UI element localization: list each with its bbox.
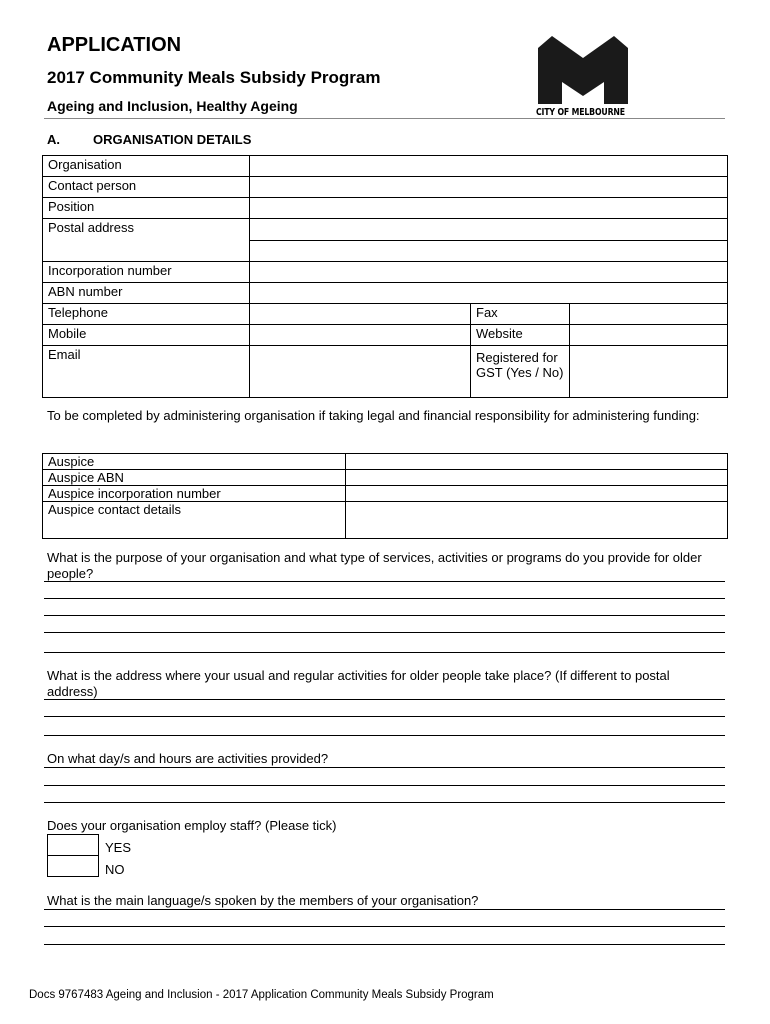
logo-text: CITY OF MELBOURNE xyxy=(536,107,625,118)
label-abn-number: ABN number xyxy=(42,282,250,304)
label-organisation: Organisation xyxy=(42,155,250,177)
label-auspice: Auspice xyxy=(42,453,346,470)
language-answer-line[interactable] xyxy=(44,909,725,910)
label-auspice-contact: Auspice contact details xyxy=(42,501,346,539)
contact-person-field[interactable] xyxy=(249,176,728,198)
no-checkbox[interactable] xyxy=(47,855,99,877)
address-answer-line[interactable] xyxy=(44,735,725,736)
no-label: NO xyxy=(105,862,125,877)
purpose-answer-line[interactable] xyxy=(44,632,725,633)
program-title: 2017 Community Meals Subsidy Program xyxy=(47,68,381,87)
telephone-field[interactable] xyxy=(249,303,471,325)
mobile-field[interactable] xyxy=(249,324,471,346)
registered-gst-field[interactable] xyxy=(569,345,728,398)
label-registered-gst: Registered for GST (Yes / No) xyxy=(470,345,570,398)
auspice-contact-field[interactable] xyxy=(345,501,728,539)
question-days-hours: On what day/s and hours are activities provided? xyxy=(47,751,329,766)
label-position: Position xyxy=(42,197,250,219)
auspice-incorporation-field[interactable] xyxy=(345,485,728,502)
label-mobile: Mobile xyxy=(42,324,250,346)
yes-label: YES xyxy=(105,840,132,855)
postal-address-field-line2[interactable] xyxy=(249,240,728,262)
days-hours-answer-line[interactable] xyxy=(44,785,725,786)
address-answer-line[interactable] xyxy=(44,699,725,700)
header-rule xyxy=(44,118,725,119)
auspice-field[interactable] xyxy=(345,453,728,470)
label-fax: Fax xyxy=(470,303,570,325)
city-of-melbourne-logo xyxy=(536,34,630,118)
department-title: Ageing and Inclusion, Healthy Ageing xyxy=(47,98,298,114)
purpose-answer-line[interactable] xyxy=(44,581,725,582)
section-title: ORGANISATION DETAILS xyxy=(93,132,252,147)
label-website: Website xyxy=(470,324,570,346)
label-email: Email xyxy=(42,345,250,398)
section-letter: A. xyxy=(47,132,60,147)
purpose-answer-line[interactable] xyxy=(44,615,725,616)
label-auspice-abn: Auspice ABN xyxy=(42,469,346,486)
fax-field[interactable] xyxy=(569,303,728,325)
question-address: What is the address where your usual and regular activities for older people take place? (If different to postal address) xyxy=(47,668,670,699)
label-contact-person: Contact person xyxy=(42,176,250,198)
abn-number-field[interactable] xyxy=(249,282,728,304)
organisation-field[interactable] xyxy=(249,155,728,177)
yes-checkbox[interactable] xyxy=(47,834,99,856)
label-telephone: Telephone xyxy=(42,303,250,325)
label-auspice-incorporation: Auspice incorporation number xyxy=(42,485,346,502)
postal-address-field-line1[interactable] xyxy=(249,218,728,241)
auspice-intro: To be completed by administering organisation if taking legal and financial responsibility for administering funding: xyxy=(47,408,700,423)
label-postal-address: Postal address xyxy=(42,218,250,262)
website-field[interactable] xyxy=(569,324,728,346)
page-title: APPLICATION xyxy=(47,34,182,56)
language-answer-line[interactable] xyxy=(44,926,725,927)
incorporation-number-field[interactable] xyxy=(249,261,728,283)
days-hours-answer-line[interactable] xyxy=(44,802,725,803)
question-purpose: What is the purpose of your organisation and what type of services, activities or programs do you provide for older people? xyxy=(47,550,702,581)
days-hours-answer-line[interactable] xyxy=(44,767,725,768)
language-answer-line[interactable] xyxy=(44,944,725,945)
label-incorporation-number: Incorporation number xyxy=(42,261,250,283)
question-employ-staff: Does your organisation employ staff? (Please tick) xyxy=(47,818,337,833)
purpose-answer-line[interactable] xyxy=(44,598,725,599)
address-answer-line[interactable] xyxy=(44,716,725,717)
auspice-abn-field[interactable] xyxy=(345,469,728,486)
question-language: What is the main language/s spoken by the members of your organisation? xyxy=(47,893,479,908)
email-field[interactable] xyxy=(249,345,471,398)
purpose-answer-line[interactable] xyxy=(44,652,725,653)
position-field[interactable] xyxy=(249,197,728,219)
footer: Docs 9767483 Ageing and Inclusion - 2017 Application Community Meals Subsidy Program xyxy=(29,989,494,1001)
